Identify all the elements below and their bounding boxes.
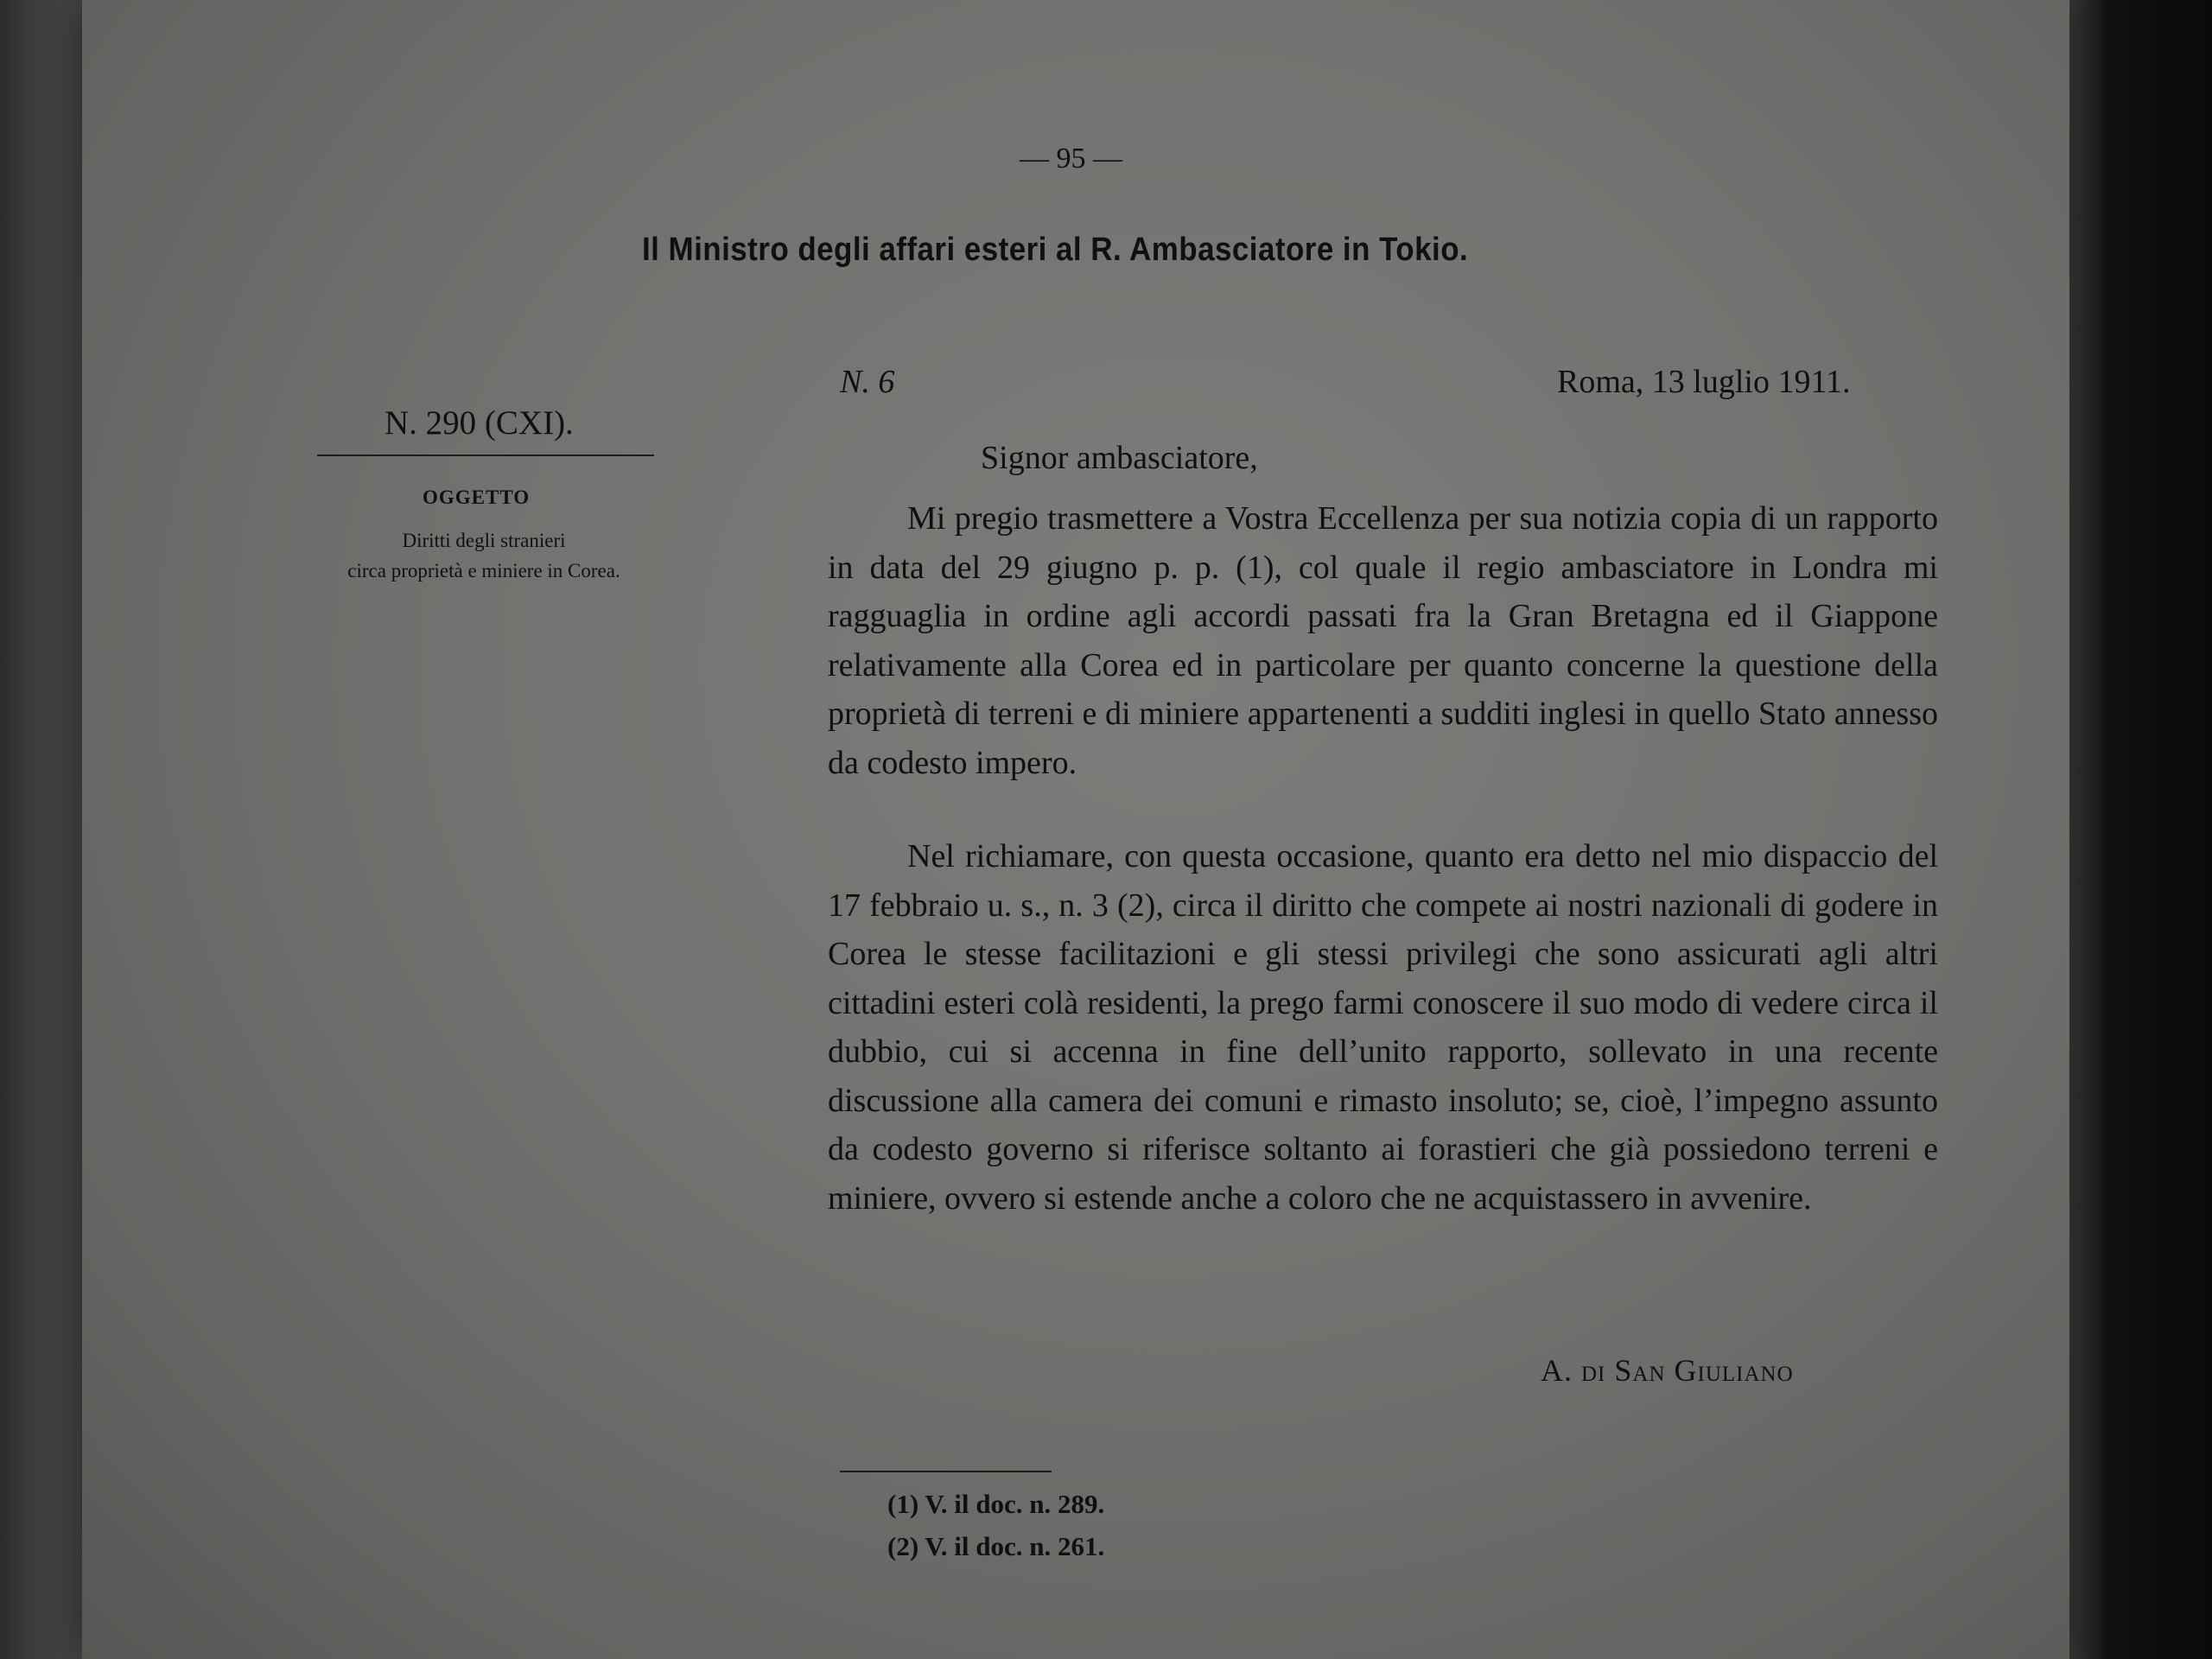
letter-paragraph: Mi pregio trasmettere a Vostra Eccellenza per sua notizia copia di un rapporto in data del 29 giugno p. p. (1), col quale il regio ambasciatore in Londra mi ragguaglia in ordine agli accordi passati fra la Gran Bretagna ed il Giappone relativamente alla Corea ed in particolare per quanto concerne la questione della proprietà di terreni e di miniere appartenenti a sudditi inglesi in quello Stato annesso da codesto impero.: [828, 500, 1938, 781]
margin-subject-line: Diritti degli stranieri: [402, 530, 566, 551]
margin-doc-number: N. 290 (CXI).: [385, 404, 574, 442]
document-heading: Il Ministro degli affari esteri al R. Ambasciatore in Tokio.: [642, 232, 1469, 268]
footnote-rule: [840, 1471, 1052, 1472]
dispatch-number: N. 6: [840, 364, 895, 400]
salutation: Signor ambasciatore,: [981, 440, 1258, 476]
footnote: (1) V. il doc. n. 289.: [887, 1489, 1105, 1519]
document-page: [82, 0, 2069, 1659]
margin-subject-line: circa proprietà e miniere in Corea.: [347, 560, 620, 582]
footnote: (2) V. il doc. n. 261.: [887, 1531, 1105, 1561]
page-number: — 95 —: [1020, 143, 1122, 175]
place-and-date: Roma, 13 luglio 1911.: [1557, 364, 1851, 400]
margin-rule: [317, 454, 654, 456]
letter-paragraph: Nel richiamare, con questa occasione, quanto era detto nel mio dispaccio del 17 febbraio u. s., n. 3 (2), circa il diritto che compete ai nostri nazionali di godere in Corea le stesse facilitazioni e gli stessi privilegi che sono assicurati agli altri cittadini esteri colà residenti, la prego farmi conoscere il suo modo di vedere circa il dubbio, cui si accenna in fine dell’unito rapporto, sollevato in una recente discussione alla camera dei comuni e rimasto insoluto; se, cioè, l’impegno assunto da codesto governo si riferisce soltanto ai forastieri che già possiedono terreni e miniere, ovvero si estende anche a coloro che ne acquistassero in avvenire.: [828, 838, 1938, 1217]
signature: A. di San Giuliano: [1541, 1353, 1794, 1388]
margin-subject-label: OGGETTO: [423, 486, 531, 508]
